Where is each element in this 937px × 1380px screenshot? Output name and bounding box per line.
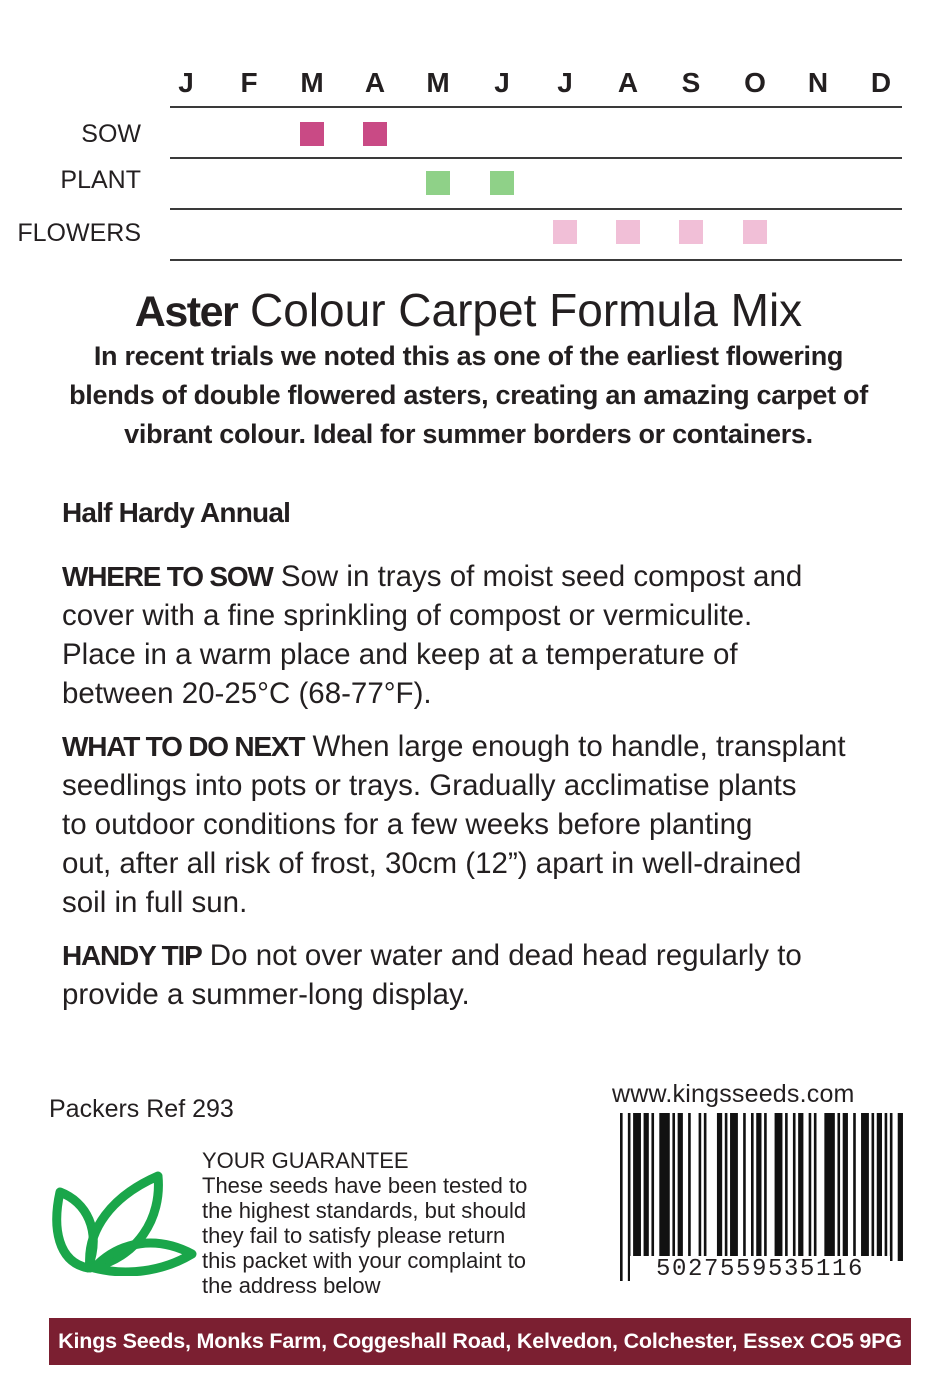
barcode-bar <box>743 1113 746 1261</box>
barcode-bar <box>764 1113 767 1261</box>
guarantee-heading: YOUR GUARANTEE <box>202 1148 409 1173</box>
what-next-line: soil in full sun. <box>62 886 248 919</box>
where-to-sow-line: cover with a fine sprinkling of compost or vermiculite. <box>62 599 753 632</box>
where-to-sow-line <box>62 558 802 596</box>
barcode-bar <box>672 1113 675 1261</box>
barcode-bar <box>861 1113 869 1261</box>
calendar-divider <box>170 106 902 108</box>
handy-tip-heading: HANDY TIP <box>62 940 202 971</box>
barcode-bar <box>798 1113 803 1261</box>
barcode-bar <box>872 1113 875 1261</box>
calendar-divider <box>170 157 902 159</box>
barcode-bar <box>651 1113 654 1261</box>
handy-tip-line: provide a summer-long display. <box>62 978 470 1011</box>
month-jun: J <box>494 67 510 98</box>
calendar-cell-flowers-7 <box>553 220 577 244</box>
guarantee-line: they fail to satisfy please return <box>202 1223 506 1248</box>
barcode-bar <box>751 1113 754 1261</box>
calendar-row-label-flowers: FLOWERS <box>17 219 141 247</box>
barcode-bar <box>725 1113 728 1261</box>
packers-ref: Packers Ref 293 <box>49 1095 234 1123</box>
what-next-line <box>62 728 846 766</box>
barcode-bar <box>717 1113 722 1261</box>
what-next-line: to outdoor conditions for a few weeks before planting <box>62 808 753 841</box>
month-feb: F <box>240 67 258 98</box>
guarantee-line: the highest standards, but should <box>202 1198 527 1223</box>
barcode-digits: 5027559535116 <box>630 1256 890 1284</box>
what-next-text: When large enough to handle, transplant <box>312 730 846 763</box>
barcode-bar <box>756 1113 761 1261</box>
barcode-bar <box>843 1113 848 1261</box>
handy-tip-line <box>62 937 802 975</box>
guarantee-line: the address below <box>202 1273 381 1298</box>
barcode-bar <box>704 1113 707 1261</box>
address-bar: Kings Seeds, Monks Farm, Coggeshall Road, Kelvedon, Colchester, Essex CO5 9PG <box>49 1318 911 1365</box>
guarantee-line: These seeds have been tested to <box>202 1173 528 1198</box>
barcode-bar <box>890 1113 893 1261</box>
calendar-cell-flowers-10 <box>743 220 767 244</box>
barcode-bar <box>659 1113 669 1261</box>
where-to-sow-heading: WHERE TO SOW <box>62 561 273 592</box>
what-next-line: out, after all risk of frost, 30cm (12”) apart in well-drained <box>62 847 802 880</box>
barcode-bar <box>699 1113 702 1261</box>
barcode-bar <box>730 1113 738 1261</box>
barcode-bar <box>837 1113 840 1261</box>
month-jul: J <box>557 67 573 98</box>
calendar-row-label-plant: PLANT <box>60 166 141 194</box>
calendar-divider <box>170 259 902 261</box>
month-may: M <box>426 67 450 98</box>
calendar-cell-plant-6 <box>490 171 514 195</box>
month-dec: D <box>870 67 892 98</box>
month-aug: A <box>617 67 639 98</box>
calendar-cell-plant-5 <box>426 171 450 195</box>
product-title-genus: Aster <box>134 288 238 336</box>
month-jan: J <box>178 67 194 98</box>
barcode-bar <box>885 1113 888 1261</box>
product-title <box>0 282 937 340</box>
month-apr: A <box>364 67 386 98</box>
barcode-bar <box>853 1113 856 1261</box>
product-title-variety: Colour Carpet Formula Mix <box>250 284 803 336</box>
what-next-line: seedlings into pots or trays. Gradually acclimatise plants <box>62 769 797 802</box>
barcode-bar <box>620 1113 623 1281</box>
month-mar: M <box>300 67 324 98</box>
kings-seeds-leaf-logo-icon <box>50 1168 198 1276</box>
calendar-cell-flowers-9 <box>679 220 703 244</box>
handy-tip-text: Do not over water and dead head regularly to <box>209 939 802 972</box>
guarantee-line: this packet with your complaint to <box>202 1248 527 1273</box>
where-to-sow-text: Sow in trays of moist seed compost and <box>280 560 803 593</box>
month-oct: O <box>744 67 766 98</box>
month-sep: S <box>681 67 701 98</box>
barcode-bar <box>809 1113 812 1261</box>
hardiness-label: Half Hardy Annual <box>62 497 291 528</box>
where-to-sow-line: between 20-25°C (68-77°F). <box>62 677 432 710</box>
barcode-bar <box>644 1113 649 1261</box>
where-to-sow-line: Place in a warm place and keep at a temperature of <box>62 638 738 671</box>
calendar-row-label-sow: SOW <box>81 120 141 148</box>
website-link[interactable]: www.kingsseeds.com <box>612 1080 855 1108</box>
calendar-cell-sow-3 <box>300 122 324 146</box>
calendar-divider <box>170 208 902 210</box>
barcode-bar <box>633 1113 641 1261</box>
month-nov: N <box>807 67 829 98</box>
barcode-bar <box>824 1113 834 1261</box>
intro-line-3: vibrant colour. Ideal for summer borders or containers. <box>124 419 813 449</box>
barcode-bar <box>688 1113 691 1261</box>
intro-line-1: In recent trials we noted this as one of the earliest flowering <box>93 341 844 371</box>
what-next-heading: WHAT TO DO NEXT <box>62 731 305 762</box>
intro-line-2: blends of double flowered asters, creating an amazing carpet of <box>69 380 868 410</box>
barcode-bar <box>775 1113 783 1261</box>
barcode-bar <box>678 1113 683 1261</box>
barcode-bar <box>877 1113 882 1261</box>
barcode-bar <box>814 1113 817 1261</box>
barcode-bar <box>898 1113 903 1261</box>
calendar-cell-flowers-8 <box>616 220 640 244</box>
calendar-cell-sow-4 <box>363 122 387 146</box>
